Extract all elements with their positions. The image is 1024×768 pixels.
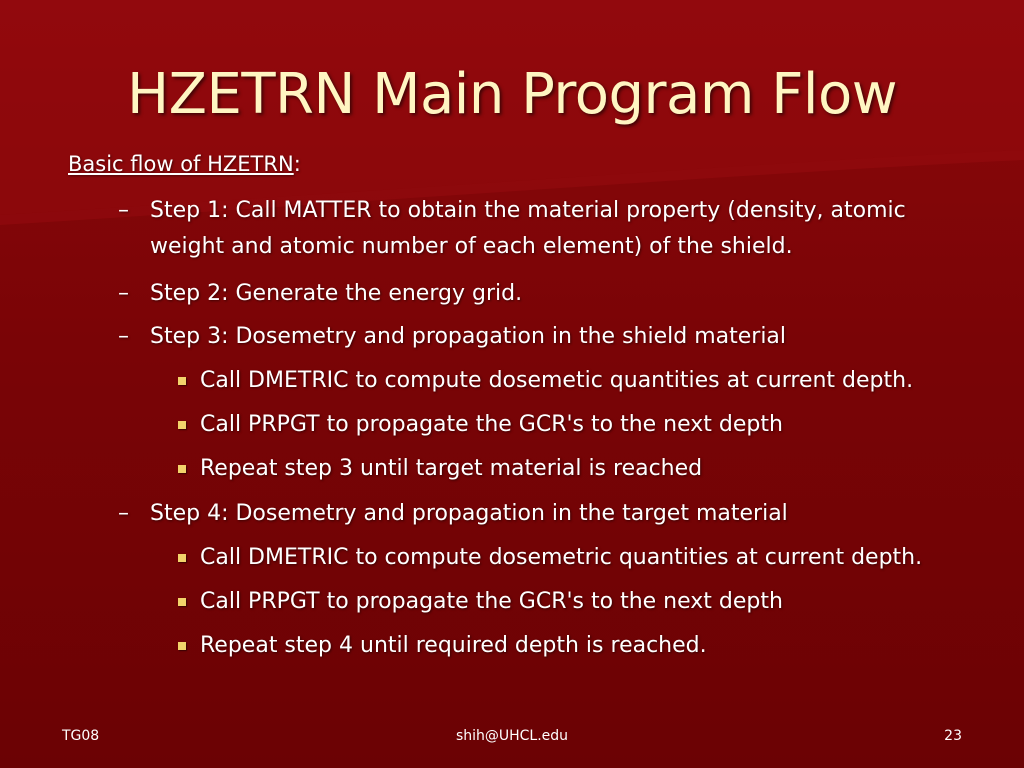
step3-subitem: Call DMETRIC to compute dosemetic quantities at current depth. xyxy=(200,368,914,393)
dash-bullet: – xyxy=(118,501,129,526)
body-heading xyxy=(68,152,301,176)
square-bullet-icon xyxy=(178,598,186,606)
dash-bullet: – xyxy=(118,281,129,306)
footer-center: shih@UHCL.edu xyxy=(455,728,569,744)
step3-subitem: Call PRPGT to propagate the GCR's to the next depth xyxy=(200,412,783,437)
square-bullet-icon xyxy=(178,377,186,385)
heading-colon: : xyxy=(293,152,301,176)
square-bullet-icon xyxy=(178,554,186,562)
step4-line: Step 4: Dosemetry and propagation in the target material xyxy=(150,501,788,526)
step4-subitem: Repeat step 4 until required depth is reached. xyxy=(200,633,707,658)
slide-title: HZETRN Main Program Flow xyxy=(126,62,898,127)
dash-bullet: – xyxy=(118,324,129,349)
step2-line: Step 2: Generate the energy grid. xyxy=(150,281,523,306)
step4-subitem: Call DMETRIC to compute dosemetric quantities at current depth. xyxy=(200,545,923,570)
heading-underlined-text: Basic flow of HZETRN xyxy=(68,152,294,176)
step4-subitem: Call PRPGT to propagate the GCR's to the next depth xyxy=(200,589,783,614)
dash-bullet: – xyxy=(118,198,129,223)
square-bullet-icon xyxy=(178,421,186,429)
step1-line1: Step 1: Call MATTER to obtain the material property (density, atomic xyxy=(150,198,906,223)
step3-subitem: Repeat step 3 until target material is reached xyxy=(200,456,703,481)
step1-line2: weight and atomic number of each element) of the shield. xyxy=(150,234,793,259)
square-bullet-icon xyxy=(178,642,186,650)
square-bullet-icon xyxy=(178,465,186,473)
footer-left: TG08 xyxy=(62,728,100,744)
step3-line: Step 3: Dosemetry and propagation in the shield material xyxy=(150,324,787,349)
footer-page-number: 23 xyxy=(944,728,962,744)
